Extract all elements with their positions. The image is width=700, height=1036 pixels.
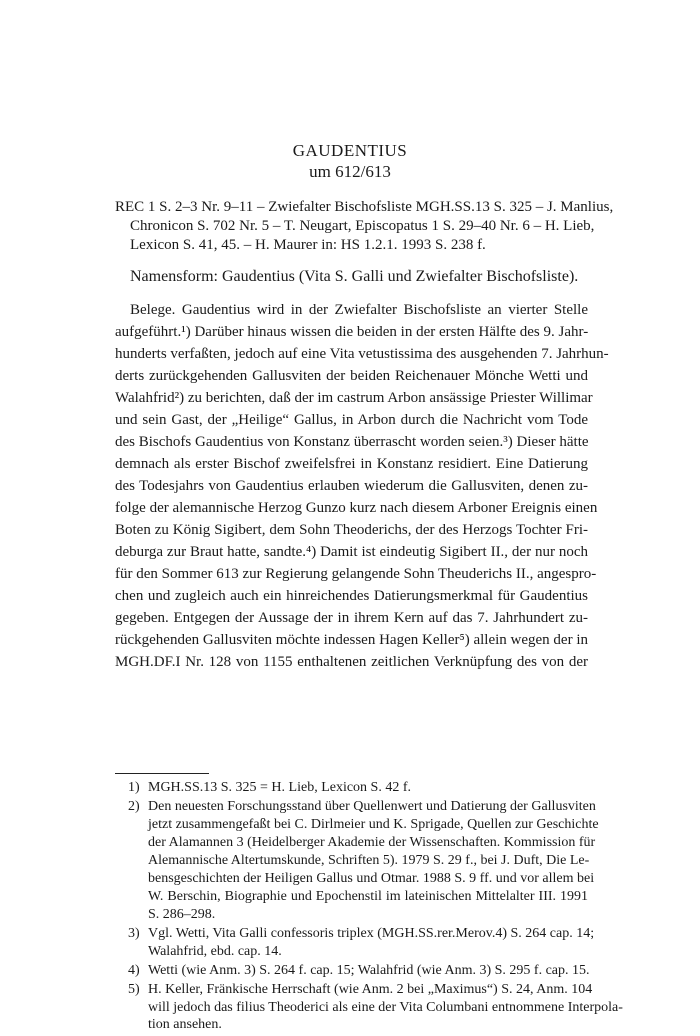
footnote-line: Den neuesten Forschungsstand über Quellenwert und Datierung der Gallusviten bbox=[148, 799, 596, 814]
reference-line: Chronicon S. 702 Nr. 5 – T. Neugart, Episcopatus 1 S. 29–40 Nr. 6 – H. Lieb, bbox=[130, 218, 595, 234]
reference-line: Lexicon S. 41, 45. – H. Maurer in: HS 1.2.1. 1993 S. 238 f. bbox=[130, 237, 486, 253]
footnote-marker: 5) bbox=[128, 982, 140, 997]
footnote-marker: 1) bbox=[128, 780, 140, 795]
footnote-line: Alemannische Altertumskunde, Schriften 5). 1979 S. 29 f., bei J. Duft, Die Le- bbox=[148, 853, 590, 868]
reference-line: REC 1 S. 2–3 Nr. 9–11 – Zwiefalter Bischofsliste MGH.SS.13 S. 325 – J. Manlius, bbox=[115, 199, 614, 215]
body-line: hunderts verfaßten, jedoch auf eine Vita vetustissima des ausgehenden 7. Jahrhun- bbox=[115, 346, 609, 362]
footnote-line: MGH.SS.13 S. 325 = H. Lieb, Lexicon S. 42 f. bbox=[148, 780, 412, 795]
footnote-marker: 4) bbox=[128, 963, 140, 978]
footnote-line: jetzt zusammengefaßt bei C. Dirlmeier und K. Sprigade, Quellen zur Geschichte bbox=[148, 817, 599, 832]
body-line: gegeben. Entgegen der Aussage der in ihrem Kern auf das 7. Jahrhundert zu- bbox=[115, 610, 588, 626]
footnote-line: will jedoch das filius Theoderici als eine der Vita Columbani entnommene Interpola- bbox=[148, 1000, 623, 1015]
entry-date: um 612/613 bbox=[309, 162, 391, 181]
footnote-marker: 3) bbox=[128, 926, 140, 941]
body-line: aufgeführt.¹) Darüber hinaus wissen die beiden in der ersten Hälfte des 9. Jahr- bbox=[115, 324, 589, 340]
footnote-line: Wetti (wie Anm. 3) S. 264 f. cap. 15; Walahfrid (wie Anm. 3) S. 295 f. cap. 15. bbox=[148, 963, 590, 978]
body-line: Walahfrid²) zu berichten, daß der im castrum Arbon ansässige Priester Willimar bbox=[115, 390, 593, 406]
body-line: derts zurückgehenden Gallusviten der beiden Reichenauer Mönche Wetti und bbox=[115, 368, 588, 384]
footnote-line: bensgeschichten der Heiligen Gallus und Otmar. 1988 S. 9 ff. und vor allem bei bbox=[148, 871, 595, 886]
body-line: deburga zur Braut hatte, sandte.⁴) Damit ist eindeutig Sigibert II., der nur noch bbox=[115, 544, 588, 560]
body-line: Belege. Gaudentius wird in der Zwiefalter Bischofsliste an vierter Stelle bbox=[130, 302, 588, 318]
footnote-line: S. 286–298. bbox=[148, 907, 216, 922]
body-line: folge der alemannische Herzog Gunzo kurz nach diesem Arboner Ereignis einen bbox=[115, 500, 598, 516]
footnote-line: W. Berschin, Biographie und Epochenstil im lateinischen Mittelalter III. 1991 bbox=[148, 889, 588, 904]
body-line: demnach als erster Bischof zweifelsfrei in Konstanz residiert. Eine Datierung bbox=[115, 456, 588, 472]
footnote-divider bbox=[115, 773, 209, 774]
entry-heading bbox=[0, 140, 700, 182]
footnote-line: Walahfrid, ebd. cap. 14. bbox=[148, 944, 282, 959]
footnote-marker: 2) bbox=[128, 799, 140, 814]
body-line: des Todesjahrs von Gaudentius erlauben wiederum die Gallusviten, denen zu- bbox=[115, 478, 588, 494]
body-line: MGH.DF.I Nr. 128 von 1155 enthaltenen zeitlichen Verknüpfung des von der bbox=[115, 654, 588, 670]
footnote-line: Vgl. Wetti, Vita Galli confessoris triplex (MGH.SS.rer.Merov.4) S. 264 cap. 14; bbox=[148, 926, 595, 941]
footnote-line: H. Keller, Fränkische Herrschaft (wie Anm. 2 bei „Maximus“) S. 24, Anm. 104 bbox=[148, 982, 593, 997]
body-line: für den Sommer 613 zur Regierung gelangende Sohn Theuderichs II., angespro- bbox=[115, 566, 597, 582]
body-line: Boten zu König Sigibert, dem Sohn Theoderichs, der des Herzogs Tochter Fri- bbox=[115, 522, 588, 538]
footnote-line: tion ansehen. bbox=[148, 1017, 222, 1032]
body-line: und sein Gast, der „Heilige“ Gallus, in Arbon durch die Nachricht vom Tode bbox=[115, 412, 588, 428]
namensform-line: Namensform: Gaudentius (Vita S. Galli und Zwiefalter Bischofsliste). bbox=[130, 268, 579, 285]
entry-name: GAUDENTIUS bbox=[292, 141, 408, 160]
body-line: des Bischofs Gaudentius von Konstanz überrascht worden seien.³) Dieser hätte bbox=[115, 434, 589, 450]
body-line: rückgehenden Gallusviten möchte indessen Hagen Keller⁵) allein wegen der in bbox=[115, 632, 588, 648]
footnote-line: der Alamannen 3 (Heidelberger Akademie der Wissenschaften. Kommission für bbox=[148, 835, 596, 850]
body-line: chen und zugleich auch ein hinreichendes Datierungsmerkmal für Gaudentius bbox=[115, 588, 588, 604]
